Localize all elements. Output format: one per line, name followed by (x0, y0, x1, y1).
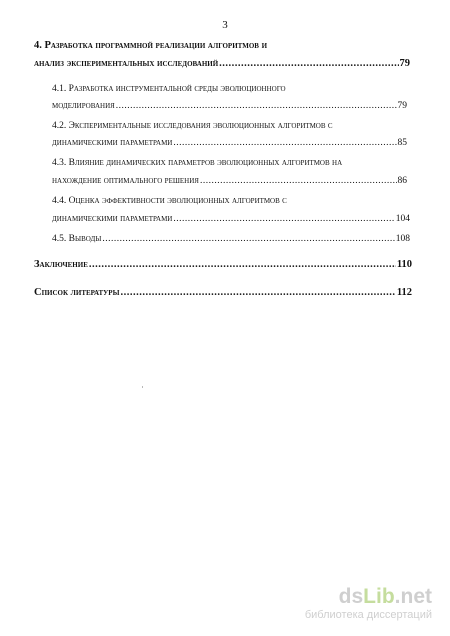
toc-entry-chapter-4 (34, 40, 267, 51)
toc-entry-title-cont: динамическими параметрами (52, 138, 173, 148)
toc-entry-4-1-cont (52, 101, 407, 111)
toc-page-number: 108 (395, 234, 410, 244)
watermark-logo (242, 586, 432, 608)
toc-entry-4-1 (52, 84, 286, 94)
toc-entry-title: 4.3. Влияние динамических параметров эволюционных алгоритмов на (52, 158, 343, 168)
toc-entry-title: 4.5. Выводы (52, 234, 102, 244)
toc-entry-4-3-cont (52, 176, 407, 186)
toc-entry-4-4-cont (52, 214, 410, 224)
toc-entry-title-cont: анализ экспериментальных исследований (34, 58, 219, 69)
scan-speck (142, 386, 143, 388)
leader-dots (219, 58, 398, 69)
toc-entry-title-cont: динамическими параметрами (52, 214, 173, 224)
watermark-subtitle: библиотека диссертаций (304, 609, 432, 621)
toc-entry-title: 4.4. Оценка эффективности эволюционных алгоритмов с (52, 196, 287, 206)
logo-net: .net (394, 585, 432, 608)
toc-page-number: 86 (397, 176, 407, 186)
toc-page-number: 85 (397, 138, 407, 148)
leader-dots (102, 234, 394, 244)
toc-page-number: 79 (399, 58, 410, 69)
toc-entry-references (34, 287, 412, 298)
toc-entry-4-4 (52, 196, 287, 206)
toc-entry-title: Список литературы (34, 287, 120, 298)
logo-ds: ds (338, 585, 364, 608)
page-number: 3 (222, 19, 228, 31)
toc-page-number: 112 (396, 287, 412, 298)
toc-entry-title: Заключение (34, 259, 88, 270)
leader-dots (200, 176, 397, 186)
toc-page-number: 79 (397, 101, 407, 111)
toc-entry-chapter-4-cont (34, 58, 410, 69)
toc-entry-title: 4. Разработка программной реализации алгоритмов и (34, 40, 268, 51)
toc-entry-title-cont: нахождение оптимального решения (52, 176, 199, 186)
toc-entry-title: 4.1. Разработка инструментальной среды эволюционного (52, 84, 286, 94)
toc-entry-4-5 (52, 234, 410, 244)
leader-dots (89, 259, 396, 270)
toc-entry-title-cont: моделирования (52, 101, 115, 111)
toc-entry-4-3 (52, 158, 342, 168)
toc-entry-4-2 (52, 121, 333, 131)
toc-entry-4-2-cont (52, 138, 407, 148)
toc-entry-conclusion (34, 259, 412, 270)
leader-dots (173, 214, 394, 224)
toc-page-number: 110 (396, 259, 412, 270)
leader-dots (116, 101, 397, 111)
watermark (242, 586, 432, 622)
toc-entry-title: 4.2. Экспериментальные исследования эволюционных алгоритмов с (52, 121, 333, 131)
leader-dots (173, 138, 396, 148)
toc-page-number: 104 (395, 214, 410, 224)
logo-lib: Lib (363, 585, 395, 608)
leader-dots (120, 287, 395, 298)
